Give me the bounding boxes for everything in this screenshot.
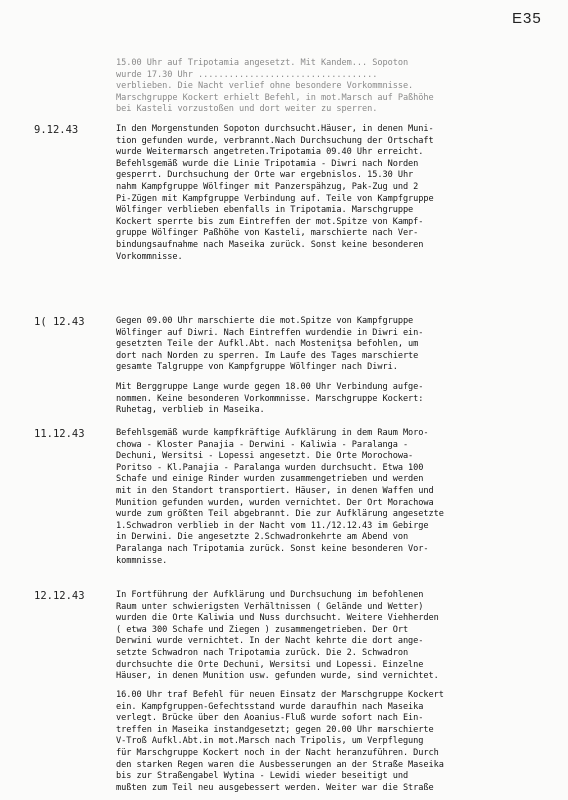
text-line: Poritso - Kl.Panajia - Paralanga wurden durchsucht. Etwa 100 <box>116 462 424 473</box>
text-line: Gegen 09.00 Uhr marschierte die mot.Spitze von Kampfgruppe <box>116 316 414 326</box>
text-line: Mit Berggruppe Lange wurde gegen 18.00 Uhr Verbindung aufge- <box>116 382 424 392</box>
entry-date: 1( 12.43 <box>34 316 85 328</box>
text-line: wurde Weitermarsch angetreten.Tripotamia 09.40 Uhr erreicht. <box>116 147 424 158</box>
text-line: In den Morgenstunden Sopoton durchsucht.Häuser, in denen Muni- <box>116 124 434 134</box>
text-line: in Derwini. Die angesetzte 2.Schwadronkehrte am Abend von <box>116 532 409 543</box>
text-line: Wölfinger auf Diwri. Nach Eintreffen wurdendie in Diwri ein- <box>116 327 424 338</box>
text-line: nahm Kampfgruppe Wölfinger mit Panzerspähzug, Pak-Zug und 2 <box>116 181 419 192</box>
text-line: Befehlsgemäß wurde kampfkräftige Aufklärung in dem Raum Moro- <box>116 428 429 438</box>
text-line: bei Kasteli vorzustoßen und dort weiter zu sperren. <box>116 104 378 115</box>
text-line: ein. Kampfgruppen-Gefechtsstand wurde daraufhin nach Maseika <box>116 701 424 712</box>
text-line: wurde 17.30 Uhr ................................... <box>116 69 378 80</box>
text-line: Munition gefunden wurden, wurden vernichtet. Der Ort Morachowa <box>116 497 434 508</box>
entry-body <box>116 428 556 567</box>
text-line: nommen. Keine besonderen Vorkommnisse. Marschgruppe Kockert: <box>116 393 424 404</box>
entry-body <box>116 382 556 417</box>
text-line: Kockert sperrte bis zum Eintreffen der mot.Spitze von Kampf- <box>116 216 424 227</box>
text-line: durchsuchte die Orte Dechuni, Wersitsi und Lopessi. Einzelne <box>116 659 424 670</box>
entry-body <box>116 690 556 794</box>
text-line: Dechuni, Wersitsi - Lopessi angesetzt. Die Orte Morochowa- <box>116 451 414 462</box>
text-line: mit in den Standort transportiert. Häuser, in denen Waffen und <box>116 485 434 496</box>
text-line: setzte Schwadron nach Tripotamia zurück. Die 2. Schwadron <box>116 647 409 658</box>
text-line: 15.00 Uhr auf Tripotamia angesetzt. Mit Kandem... Sopoton <box>116 58 409 68</box>
text-line: 1.Schwadron verblieb in der Nacht vom 11./12.12.43 im Gebirge <box>116 520 429 531</box>
text-line: wurde zum größten Teil abgebrannt. Die zur Aufklärung angesetzte <box>116 509 444 520</box>
text-line: Wölfinger verblieben ebenfalls in Tripotamia. Marschgruppe <box>116 205 414 216</box>
text-line: tion gefunden wurde, verbrannt.Nach Durchsuchung der Ortschaft <box>116 135 434 146</box>
text-line: 16.00 Uhr traf Befehl für neuen Einsatz der Marschgruppe Kockert <box>116 690 444 700</box>
text-line: ( etwa 300 Schafe und Ziegen ) zusammengetrieben. Der Ort <box>116 624 409 635</box>
text-line: Vorkommnisse. <box>116 251 183 262</box>
text-line: Befehlsgemäß wurde die Linie Tripotamia - Diwri nach Norden <box>116 158 419 169</box>
text-line: V-Troß Aufkl.Abt.in mot.Marsch nach Tripolis, um Verpflegung <box>116 736 424 747</box>
text-line: Paralanga nach Tripotamia zurück. Sonst keine besonderen Vor- <box>116 543 429 554</box>
text-line: verblieben. Die Nacht verlief ohne besondere Vorkommnisse. <box>116 81 414 92</box>
text-line: Schafe und einige Rinder wurden zusammengetrieben und werden <box>116 474 424 485</box>
text-line: kommnisse. <box>116 555 168 566</box>
text-line: den starken Regen waren die Ausbesserungen an der Straße Maseika <box>116 759 444 770</box>
text-line: chowa - Kloster Panajia - Derwini - Kaliwia - Paralanga - <box>116 439 409 450</box>
entry-body <box>116 124 556 263</box>
text-line: Pi-Zügen mit Kampfgruppe Verbindung auf. Teile von Kampfgruppe <box>116 193 434 204</box>
text-line: bis zur Straßengabel Wytina - Lewidi wieder beseitigt und <box>116 771 409 782</box>
text-line: gesamte Talgruppe von Kampfgruppe Wölfinger nach Diwri. <box>116 362 398 373</box>
text-line: Häuser, in denen Munition usw. gefunden wurde, sind vernichtet. <box>116 671 439 682</box>
text-line: für Marschgruppe Kockert noch in der Nacht heranzuführen. Durch <box>116 747 439 758</box>
entry-date: 12.12.43 <box>34 590 85 602</box>
text-line: Marschgruppe Kockert erhielt Befehl, in mot.Marsch auf Paßhöhe <box>116 92 434 103</box>
text-line: mußten zum Teil neu ausgebessert werden. Weiter war die Straße <box>116 782 434 793</box>
entry-date: 11.12.43 <box>34 428 85 440</box>
text-line: verlegt. Brücke über den Aoanius-Fluß wurde sofort nach Ein- <box>116 713 424 724</box>
entry-body <box>116 316 556 374</box>
text-line: gruppe Wölfinger Paßhöhe von Kasteli, marschierte nach Ver- <box>116 228 419 239</box>
text-line: Ruhetag, verblieb in Maseika. <box>116 405 265 416</box>
archive-stamp: E35 <box>512 10 542 27</box>
entry-date: 9.12.43 <box>34 124 79 136</box>
text-line: wurden die Orte Kaliwia und Nuss durchsucht. Weitere Viehherden <box>116 613 439 624</box>
text-line: In Fortführung der Aufklärung und Durchsuchung im befohlenen <box>116 590 424 600</box>
text-line: Derwini wurde vernichtet. In der Nacht kehrte die dort ange- <box>116 636 424 647</box>
text-line: dort nach Norden zu sperren. Im Laufe des Tages marschierte <box>116 350 419 361</box>
text-line: treffen in Maseika instandgesetzt; gegen 20.00 Uhr marschierte <box>116 724 434 735</box>
text-line: Raum unter schwierigsten Verhältnissen ( Gelände und Wetter) <box>116 601 424 612</box>
text-line: bindungsaufnahme nach Maseika zurück. Sonst keine besonderen <box>116 239 424 250</box>
text-line: gesperrt. Durchsuchung der Orte war ergebnislos. 15.30 Uhr <box>116 170 414 181</box>
text-line: gesetzten Teile der Aufkl.Abt. nach Mosteniţsa befohlen, um <box>116 339 419 350</box>
entry-body <box>116 590 556 683</box>
entry-body <box>116 58 556 116</box>
